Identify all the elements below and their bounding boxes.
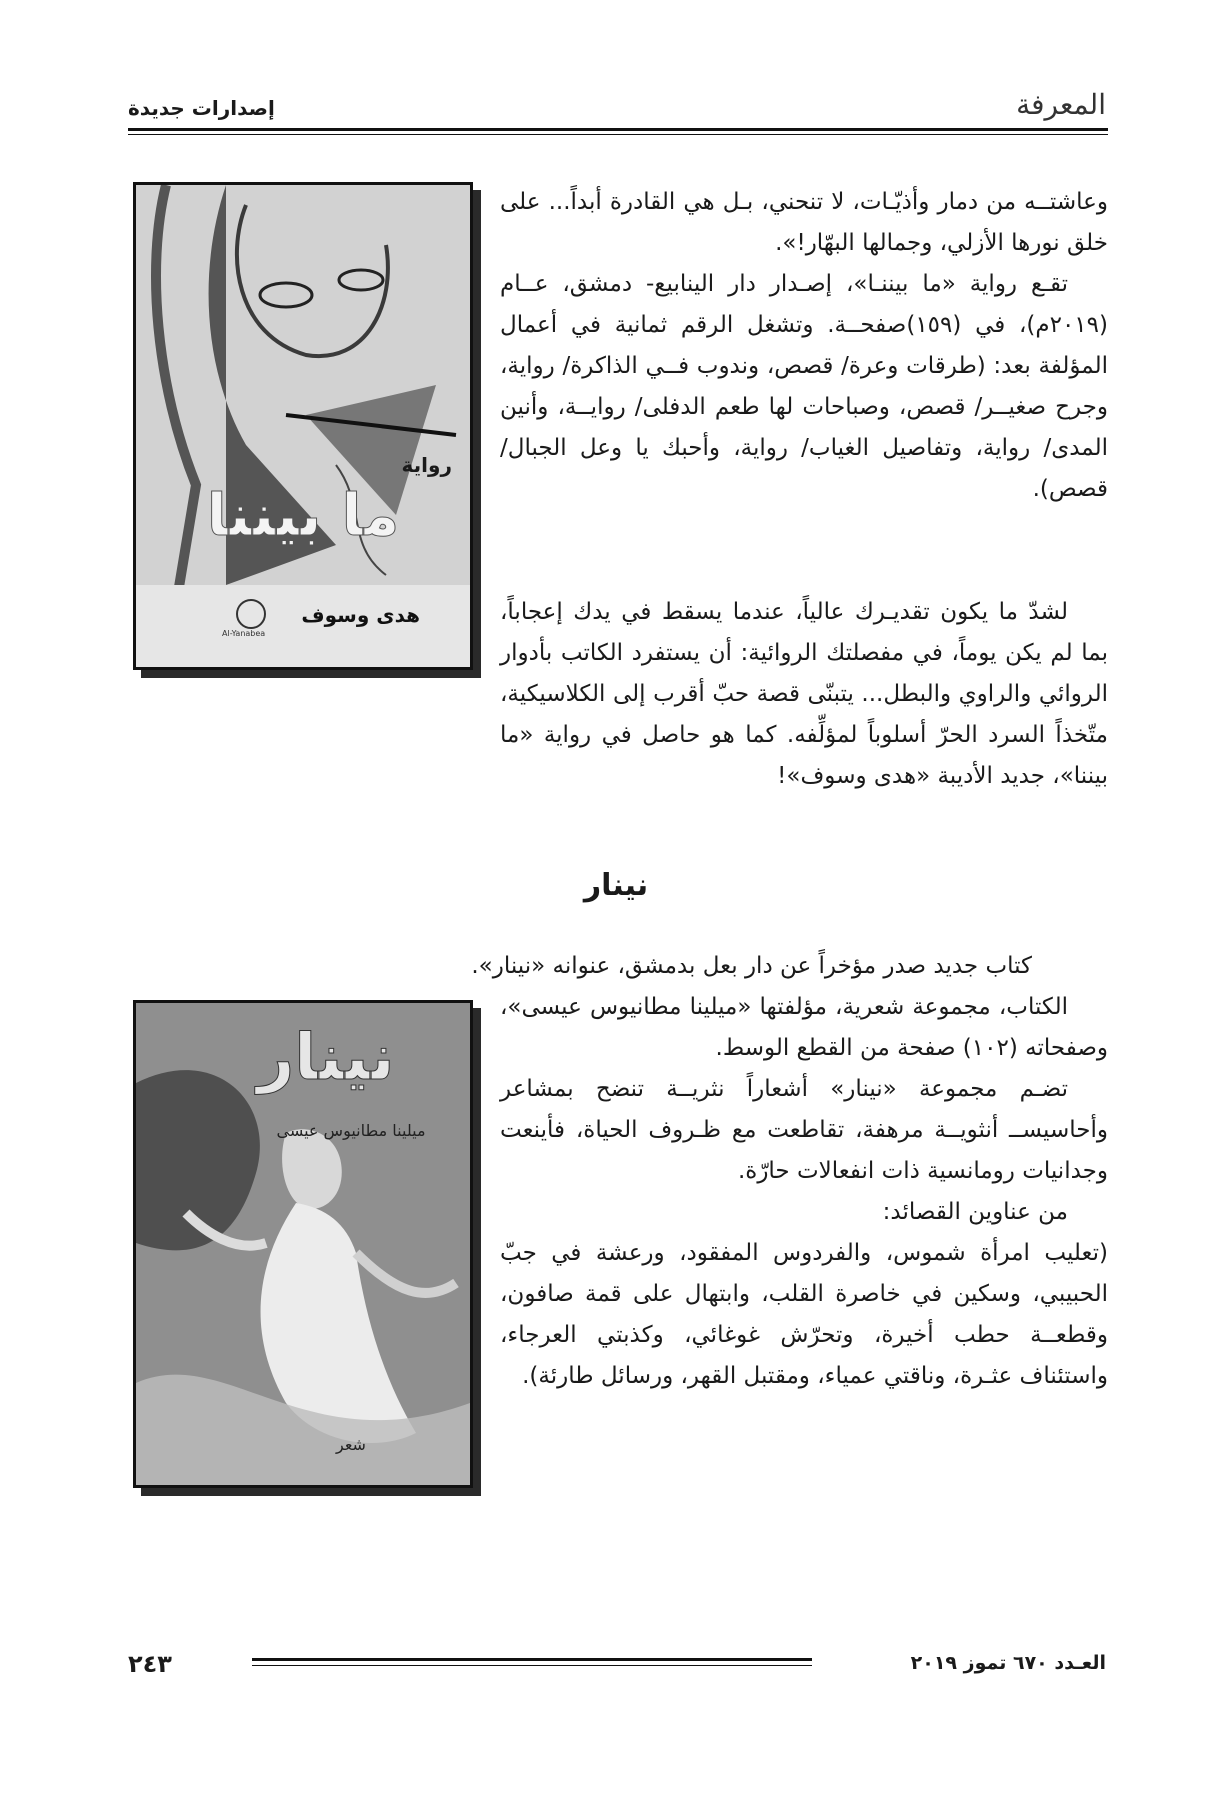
cover-genre: شعر [336,1435,366,1454]
cover-title: ما بيننا [206,481,400,549]
cover-author: هدى وسوف [301,603,420,627]
cover-artwork [136,185,470,667]
article1-paragraph-1: وعاشتــه من دمار وأذيّـات، لا تنحني، بـل هي القادرة أبداً... على خلق نورها الأزلي، وجمالها البهّار!». [500,189,1108,256]
book-cover-ninar [133,1000,473,1488]
article2-title: نينار [583,868,649,903]
header-rule [128,128,1108,131]
section-title: إصدارات جديدة [128,96,275,120]
article2-text-body [500,987,1108,1397]
page-number: ٢٤٣ [128,1650,172,1678]
article2-paragraph-5: (تعليب امرأة شموس، والفردوس المفقود، ورعشة في جبّ الحبيبي، وسكين في خاصرة القلب، وابتهال على قمة صافون، وقطعــة حطب أخيرة، وتحرّش غوغائي، وكذبتي العرجاء، واستئناف عثـرة، وناقتي عمياء، ومقتبل القهر، ورسائل طارئة). [500,1240,1108,1389]
header-rule-thin [128,134,1108,135]
footer-rule-thin [252,1665,812,1666]
issue-info: العـدد ٦٧٠ تموز ٢٠١٩ [910,1652,1106,1674]
article2-paragraph-2: الكتاب، مجموعة شعرية، مؤلفتها «ميلينا مطانيوس عيسى»، وصفحاته (١٠٢) صفحة من القطع الوسط. [500,994,1108,1061]
article2-text-intro [400,946,1072,987]
cover-author-2: ميلينا مطانيوس عيسى [276,1121,426,1140]
cover-title-2: نينار [257,1021,395,1095]
magazine-logo: المعرفة [1016,88,1106,121]
article2-paragraph-1: كتاب جديد صدر مؤخراً عن دار بعل بدمشق، عنوانه «نينار». [471,953,1032,979]
article2-paragraph-4: من عناوين القصائد: [882,1199,1068,1225]
article1-paragraph-2: تقـع رواية «ما بيننـا»، إصـدار دار الينابيع- دمشق، عــام (٢٠١٩م)، في (١٥٩)صفحــة. وتشغل الرقم ثمانية في أعمال المؤلفة بعد: (طرقات وعرة/ قصص، وندوب فــي الذاكرة/ رواية، وجرح صغيــر/ قصص، وصباحات لها طعم الدفلى/ روايــة، وأنين المدى/ رواية، وتفاصيل الغياب/ رواية، وأحبك يا وعل الجبال/ قصص). [500,271,1108,502]
publisher-logo-icon [236,599,266,629]
article1-paragraph-3: لشدّ ما يكون تقديـرك عالياً، عندما يسقط في يدك إعجاباً، بما لم يكن يوماً، في مفصلتك الروائية: أن يستفرد الكاتب بأدوار الروائي والراوي والبطل... يتبنّى قصة حبّ أقرب إلى الكلاسيكية، متّخذاً السرد الحرّ أسلوباً لمؤلِّفه. كما هو حاصل في رواية «ما بيننا»، جديد الأديبة «هدى وسوف»! [500,599,1108,789]
book-cover-ma-baynana [133,182,473,670]
footer-rule [252,1658,812,1661]
cover-publisher: Al-Yanabea [222,629,266,638]
article1-text-top [500,182,1108,510]
cover-label: رواية [401,453,452,477]
article2-paragraph-3: تضـم مجموعة «نينار» أشعاراً نثريــة تنضح بمشاعر وأحاسيســ أنثويــة مرهفة، تقاطعت مع ظـروف الحياة، فأينعت وجدانيات رومانسية ذات انفعالات حارّة. [500,1076,1108,1184]
